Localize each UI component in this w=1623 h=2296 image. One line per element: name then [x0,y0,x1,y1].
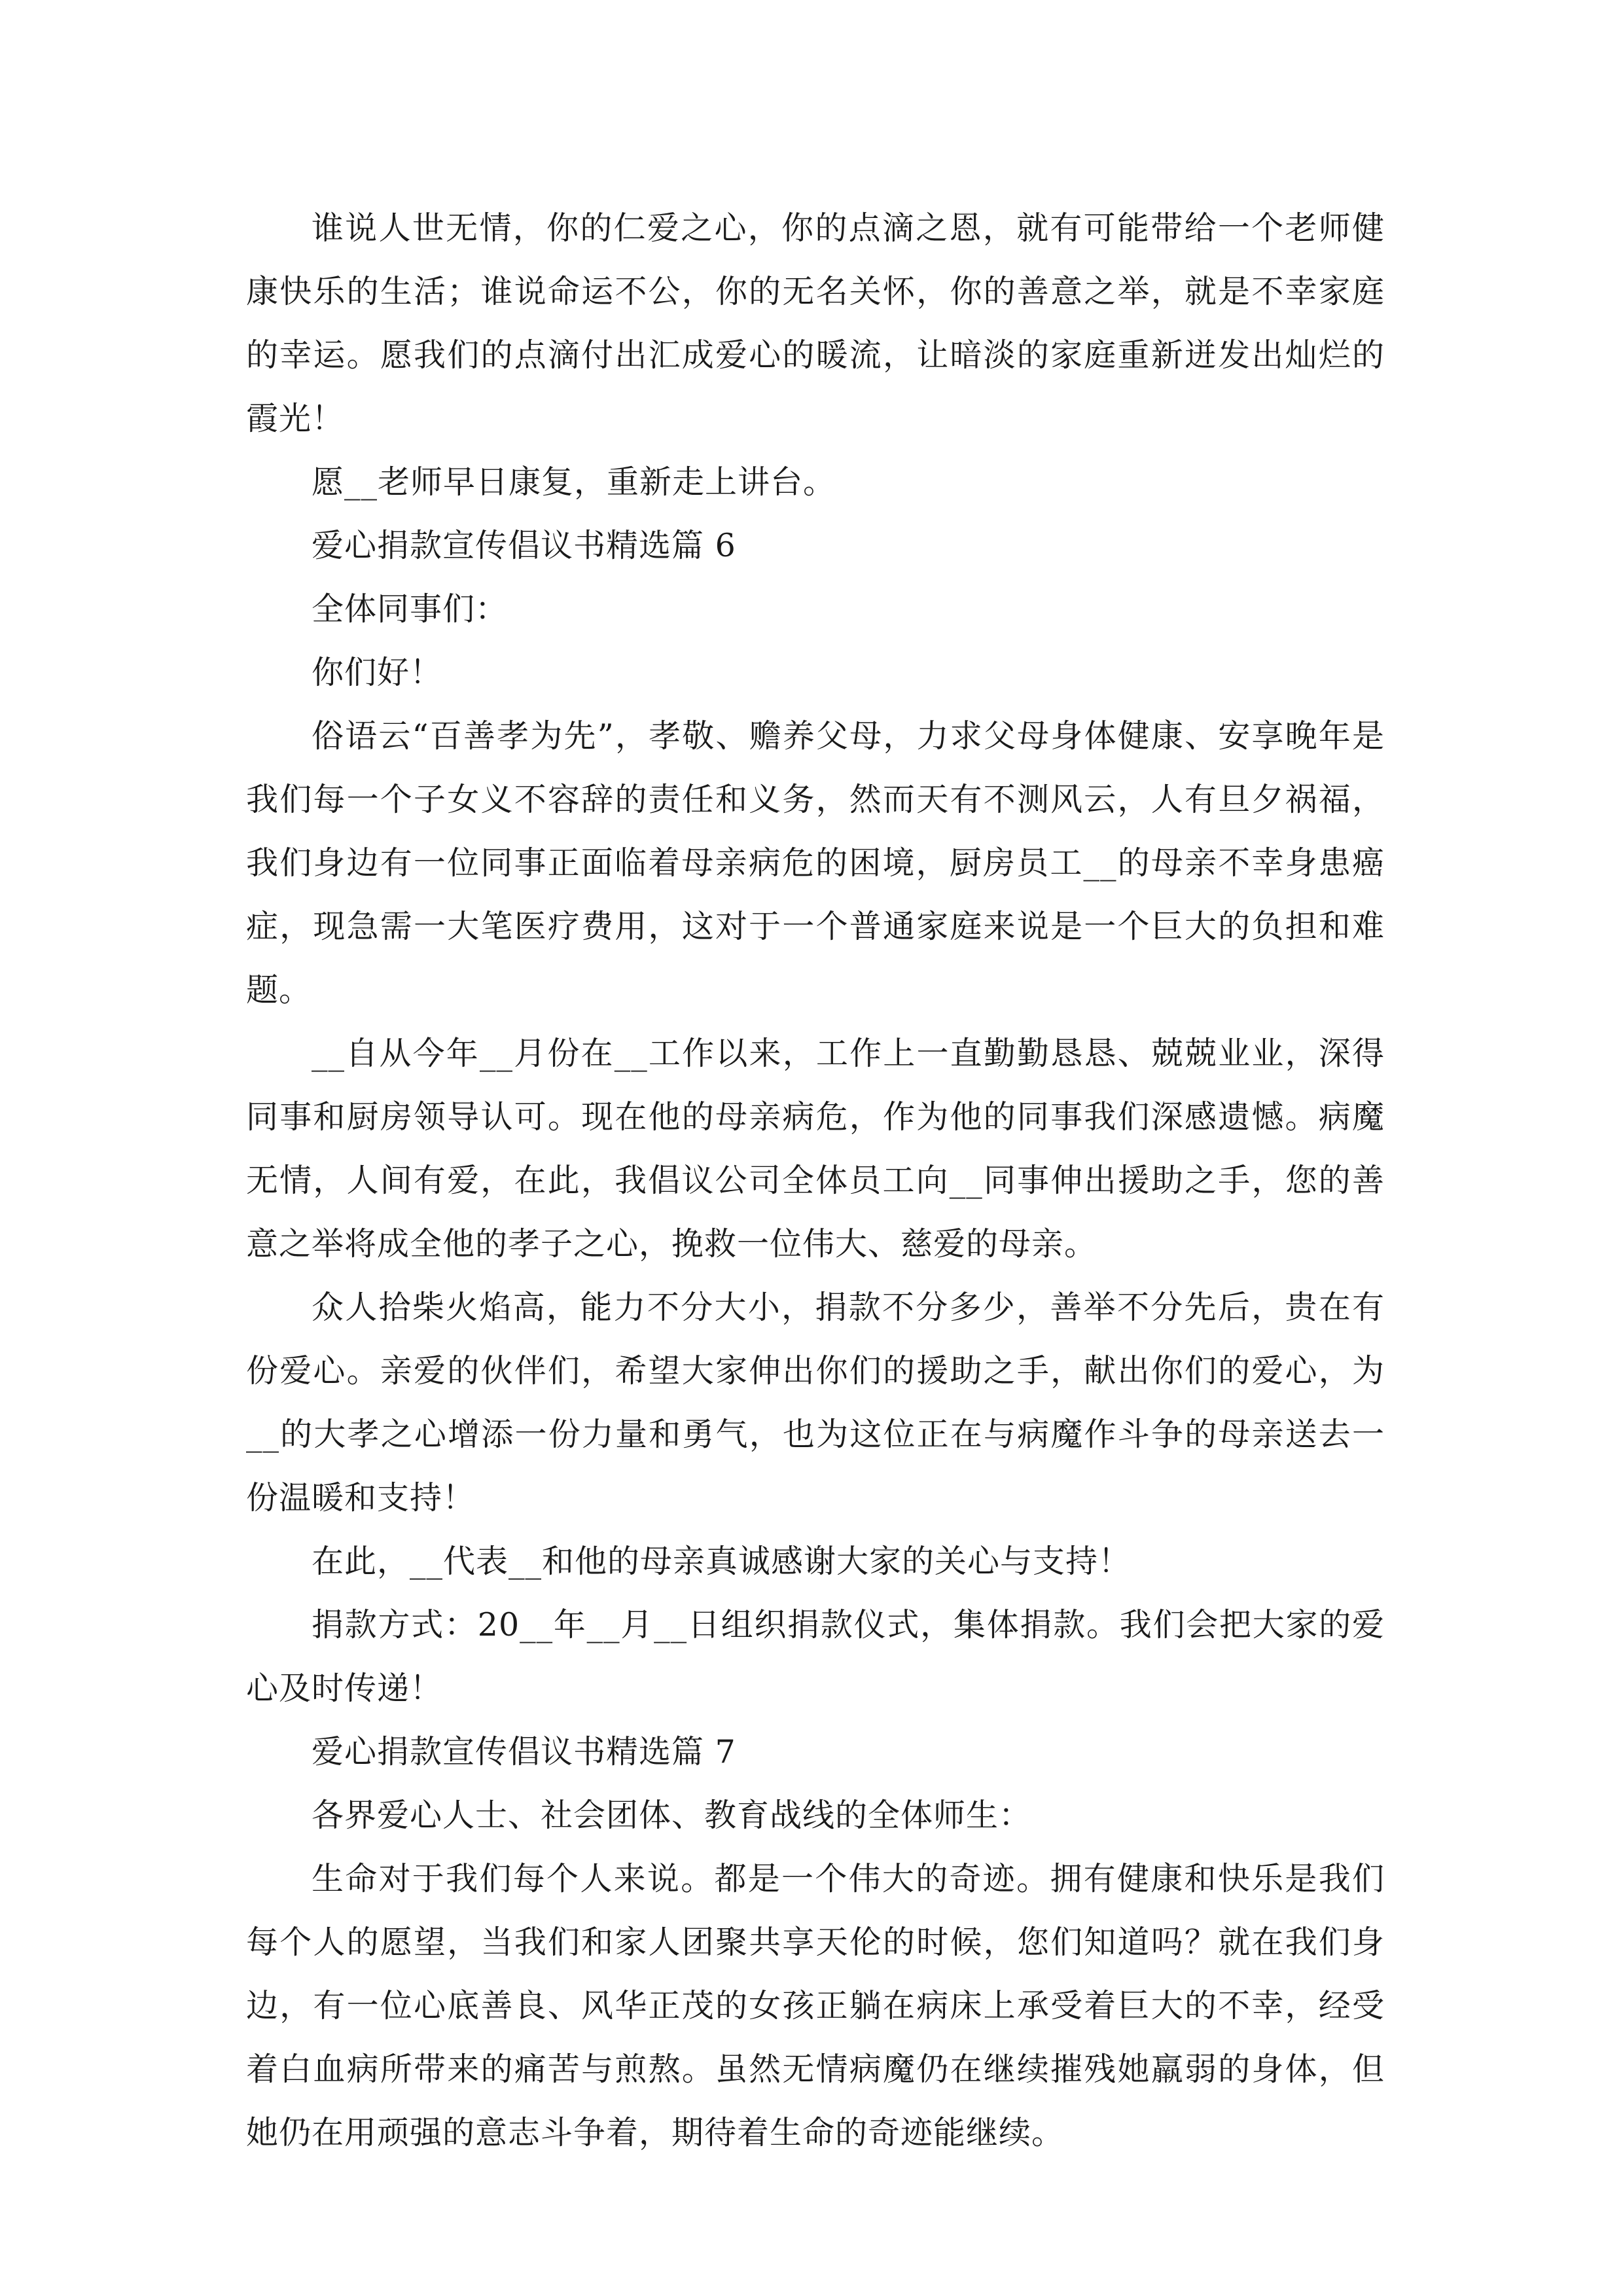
paragraph-colleague-work: __自从今年__月份在__工作以来，工作上一直勤勤恳恳、兢兢业业，深得同事和厨房领导认可。现在他的母亲病危，作为他的同事我们深感遗憾。病魔无情，人间有爱，在此，我倡议公司全体员工向__同事伸出援助之手，您的善意之举将成全他的孝子之心，挽救一位伟大、慈爱的母亲。 [246,1035,1385,1263]
paragraph-call-to-action: 众人拾柴火焰高，能力不分大小，捐款不分多少，善举不分先后，贵在有份爱心。亲爱的伙伴们，希望大家伸出你们的援助之手，献出你们的爱心，为__的大孝之心增添一份力量和勇气，也为这位正在与病魔作斗争的母亲送去一份温暖和支持！ [246,1289,1385,1516]
paragraph-miracle-of-life: 生命对于我们每个人来说。都是一个伟大的奇迹。拥有健康和快乐是我们每个人的愿望，当我们和家人团聚共享天伦的时候，您们知道吗？就在我们身边，有一位心底善良、风华正茂的女孩正躺在病床上承受着巨大的不幸，经受着白血病所带来的痛苦与煎熬。虽然无情病魔仍在继续摧残她羸弱的身体，但她仍在用顽强的意志斗争着，期待着生命的奇迹能继续。 [246,1860,1385,2151]
paragraph-recovery-wish: 愿__老师早日康复，重新走上讲台。 [312,463,836,501]
salutation-all: 各界爱心人士、社会团体、教育战线的全体师生： [312,1797,1032,1834]
paragraph-thanks: 在此，__代表__和他的母亲真诚感谢大家的关心与支持！ [312,1543,1132,1580]
paragraph-filial-piety: 俗语云“百善孝为先”，孝敬、赡养父母，力求父母身体健康、安享晚年是我们每一个子女义不容辞的责任和义务，然而天有不测风云，人有旦夕祸福，我们身边有一位同事正面临着母亲病危的困境，厨房员工__的母亲不幸身患癌症，现急需一大笔医疗费用，这对于一个普通家庭来说是一个巨大的负担和难题。 [246,717,1385,1009]
greeting: 你们好！ [312,654,443,691]
document-page [246,196,1385,2164]
section-heading-6: 爱心捐款宣传倡议书精选篇 6 [312,527,736,564]
paragraph-closing-wish: 谁说人世无情，你的仁爱之心，你的点滴之恩，就有可能带给一个老师健康快乐的生活；谁说命运不公，你的无名关怀，你的善意之举，就是不幸家庭的幸运。愿我们的点滴付出汇成爱心的暖流，让暗淡的家庭重新迸发出灿烂的霞光！ [246,209,1385,437]
paragraph-donation-method: 捐款方式：20__年__月__日组织捐款仪式，集体捐款。我们会把大家的爱心及时传递！ [246,1606,1385,1707]
section-heading-7: 爱心捐款宣传倡议书精选篇 7 [312,1733,736,1770]
salutation-colleagues: 全体同事们： [312,590,508,628]
